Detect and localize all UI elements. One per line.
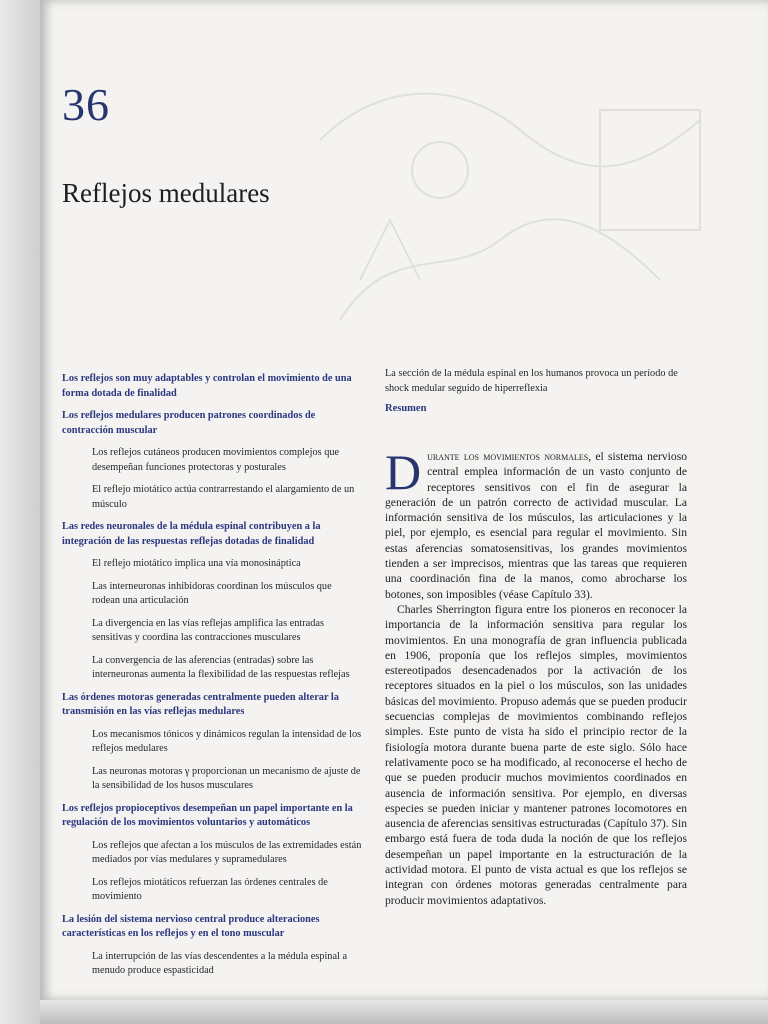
- summary-heading: Resumen: [385, 403, 427, 414]
- chapter-number: 36: [62, 79, 110, 130]
- chapter-outline: [62, 372, 362, 987]
- chapter-epigraph-caption: La sección de la médula espinal en los humanos provoca un período de shock medular seguido de hiperreflexia: [385, 368, 678, 394]
- chapter-title: Reflejos medulares: [62, 178, 270, 208]
- outline-subitem: Los reflejos que afectan a los músculos de las extremidades están mediados por vías medulares y supramedulares: [92, 839, 362, 865]
- page-bottom-edge: [40, 1000, 768, 1024]
- outline-heading: Las redes neuronales de la médula espinal contribuyen a la integración de las respuestas reflejas dotadas de finalidad: [62, 521, 321, 547]
- outline-subitem: El reflejo miotático implica una vía monosináptica: [92, 558, 301, 569]
- outline-subitem: Los reflejos miotáticos refuerzan las órdenes centrales de movimiento: [92, 876, 328, 902]
- paragraph-1-text: el sistema nervioso central emplea información de un vasto conjunto de receptores sensitivos con el fin de asegurar la generación de un patrón correcto de actividad muscular. La información sensitiva de los músculos, las articulaciones y la piel, por ejemplo, es esencial para regular el movimiento. Sin estas aferencias somatosensitivas, los grandes movimientos tienden a ser imprecisos, mientras que las tareas que requieren una coordinación fina de la manos, como abrocharse los botones, son imposibles (véase Capítulo 33).: [385, 450, 687, 601]
- outline-heading: La lesión del sistema nervioso central produce alteraciones características en los reflejos y en el tono muscular: [62, 913, 320, 939]
- outline-heading: Los reflejos son muy adaptables y controlan el movimiento de una forma dotada de finalidad: [62, 373, 352, 399]
- outline-subitem: Las neuronas motoras γ proporcionan un mecanismo de ajuste de la sensibilidad de los husos musculares: [92, 765, 361, 791]
- outline-subitem: Las interneuronas inhibidoras coordinan los músculos que rodean una articulación: [92, 580, 332, 606]
- outline-heading: Las órdenes motoras generadas centralmente pueden alterar la transmisión en las vías reflejas medulares: [62, 691, 339, 717]
- drop-cap: D: [385, 444, 422, 500]
- outline-subitem: La interrupción de las vías descendentes a la médula espinal a menudo produce espasticidad: [92, 950, 348, 976]
- outline-subitem: La divergencia en las vías reflejas amplifica las entradas sensitivas y coordina las contracciones musculares: [92, 617, 324, 643]
- summary-paragraph-1: [385, 444, 687, 602]
- book-spine-edge: [0, 0, 40, 1024]
- outline-subitem: El reflejo miotático actúa contrarrestando el alargamiento de un músculo: [92, 484, 355, 510]
- faint-background-illustration: [300, 20, 720, 380]
- outline-subitem: Los reflejos cutáneos producen movimientos complejos que desempeñan funciones protectoras y posturales: [92, 447, 340, 473]
- outline-heading: Los reflejos propioceptivos desempeñan un papel importante en la regulación de los movimientos voluntarios y automáticos: [62, 802, 353, 828]
- summary-paragraph-2: Charles Sherrington figura entre los pioneros en reconocer la importancia de la información sensitiva para regular los movimientos. En una monografía de gran influencia publicada en 1906, proponía que los reflejos simples, movimientos estereotipados desencadenados por la activación de los receptores situados en la piel o los músculos, son las unidades básicas del movimiento. Propuso además que se pueden producir secuencias complejas de movimientos combinando reflejos simples. Este punto de vista ha sido el principio rector de la fisiología motora durante buena parte de este siglo. Sólo hace relativamente poco se ha modificado, al reconocerse el hecho de que se pueden producir muchos movimientos coordinados en ausencia de información sensitiva. Por ejemplo, en diversas especies se pueden iniciar y mantener patrones locomotores en ausencia de aferencias sensitivas estructuradas (Capítulo 37). Sin embargo está fuera de toda duda la noción de que los reflejos desempeñan un papel importante en la estructuración de la actividad motora. El punto de vista actual es que los reflejos se integran con órdenes motoras generadas centralmente para producir movimientos adaptativos.: [385, 602, 687, 907]
- lead-smallcaps: urante los movimientos normales,: [427, 450, 592, 463]
- outline-heading: Los reflejos medulares producen patrones coordinados de contracción muscular: [62, 410, 316, 436]
- outline-subitem: La convergencia de las aferencias (entradas) sobre las interneuronas aumenta la flexibilidad de las respuestas reflejas: [92, 654, 350, 680]
- summary-body: [385, 444, 687, 908]
- outline-subitem: Los mecanismos tónicos y dinámicos regulan la intensidad de los reflejos medulares: [92, 728, 362, 754]
